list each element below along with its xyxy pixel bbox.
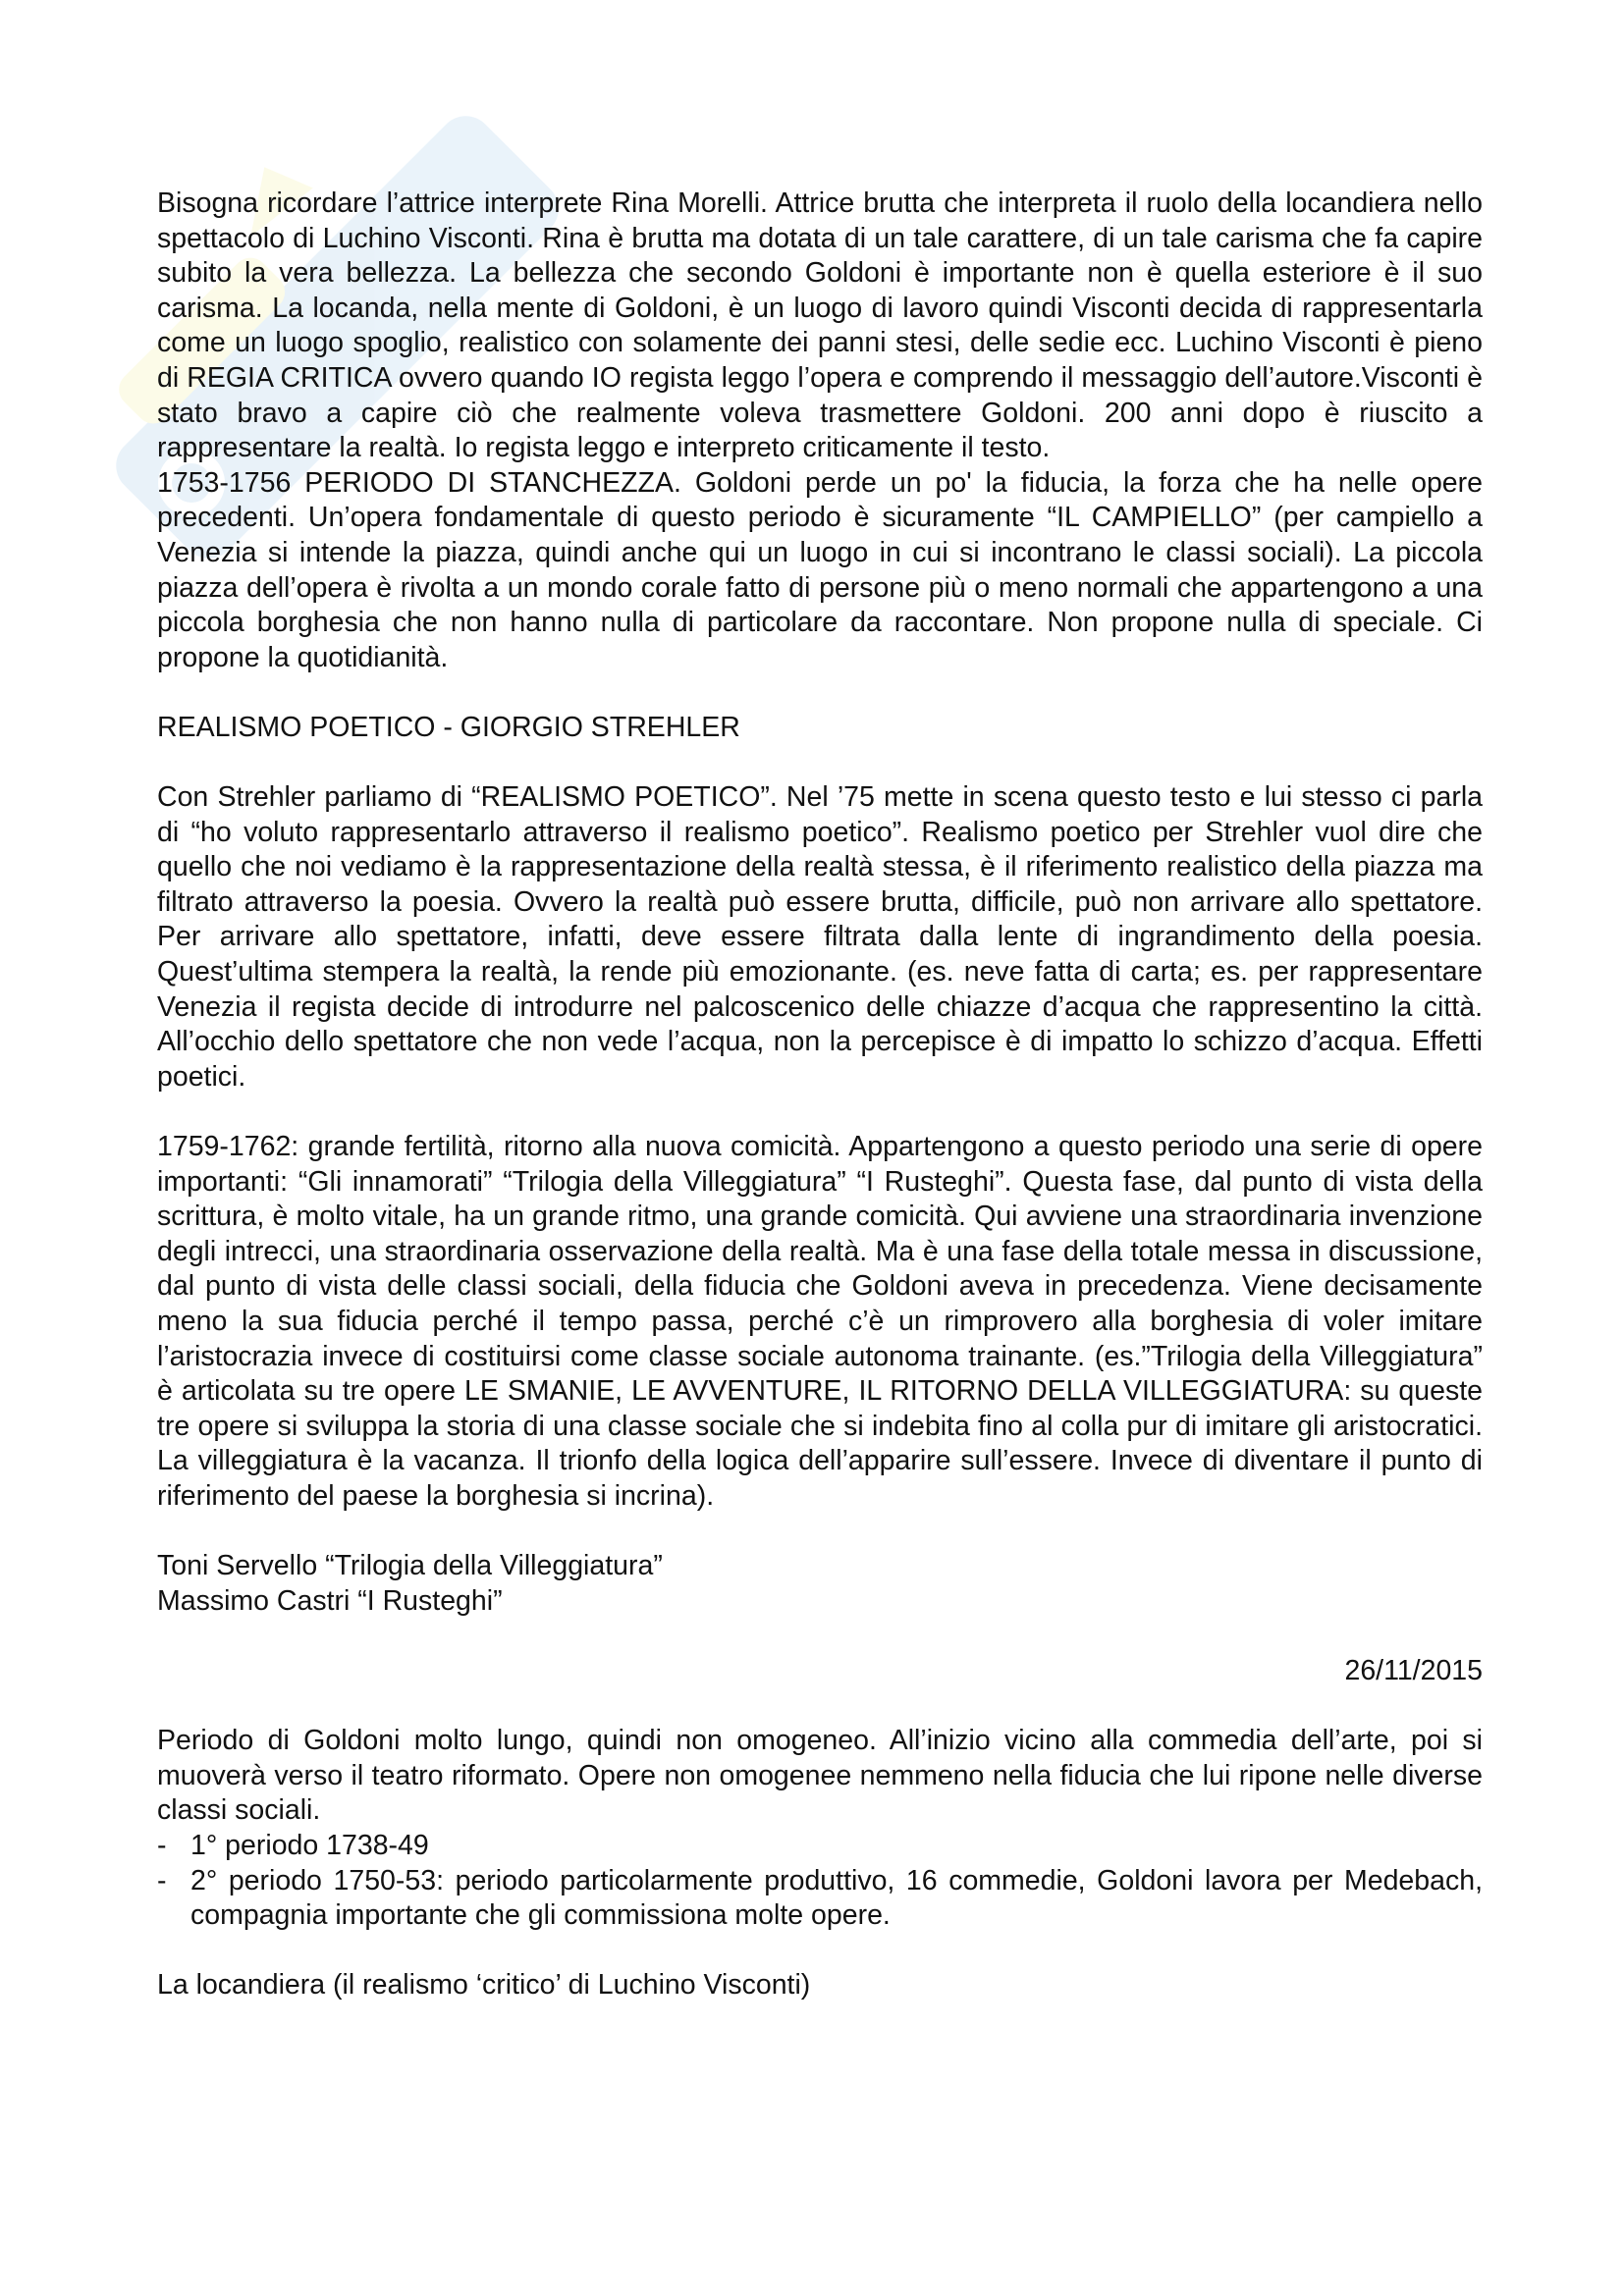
credit-servello: Toni Servello “Trilogia della Villeggiatura” (157, 1550, 663, 1582)
list-dash: - (157, 1829, 167, 1861)
paragraph-strehler: Con Strehler parliamo di “REALISMO POETICO”. Nel ’75 mette in scena questo testo e lui stesso ci parla di “ho voluto rappresentarlo attraverso il realismo poetico”. Realismo poetico per Strehler vuol dire che quello che noi vediamo è la rappresentazione della realtà stessa, è il riferimento realistico della piazza ma filtrato attraverso la poesia. Ovvero la realtà può essere brutta, difficile, può non arrivare allo spettatore. Per arrivare allo spettatore, infatti, deve essere filtrata dalla lente di ingrandimento della poesia. Quest’ultima stempera la realtà, la rende più emozionante. (es. neve fatta di carta; es. per rappresentare Venezia il regista decide di introdurre nel palcoscenico delle chiazze d’acqua che rappresentino la città. All’occhio dello spettatore che non vede l’acqua, non la percepisce è di impatto lo schizzo d’acqua. Effetti poetici. (157, 781, 1483, 1093)
list-dash: - (157, 1864, 167, 1896)
section-heading: REALISMO POETICO - GIORGIO STREHLER (157, 711, 740, 743)
document-body (157, 187, 1483, 2003)
paragraph-periodo: Periodo di Goldoni molto lungo, quindi non omogeneo. All’inizio vicino alla commedia dell’arte, poi si muoverà verso il teatro riformato. Opere non omogenee nemmeno nella fiducia che lui ripone nelle diverse classi sociali. (157, 1725, 1483, 1827)
list-item-text: 1° periodo 1738-49 (190, 1829, 429, 1861)
period-list (157, 1829, 1483, 1934)
paragraph-visconti: Bisogna ricordare l’attrice interprete Rina Morelli. Attrice brutta che interpreta il ruolo della locandiera nello spettacolo di Luchino Visconti. Rina è brutta ma dotata di un tale carattere, di un tale carisma che fa capire subito la vera bellezza. La bellezza che secondo Goldoni è importante non è quella esteriore è il suo carisma. La locanda, nella mente di Goldoni, è un luogo di lavoro quindi Visconti decida di rappresentarla come un luogo spoglio, realistico con solamente dei panni stesi, delle sedie ecc. Luchino Visconti è pieno di REGIA CRITICA ovvero quando IO regista leggo l’opera e comprendo il messaggio dell’autore.Visconti è stato bravo a capire ciò che realmente voleva trasmettere Goldoni. 200 anni dopo è riuscito a rappresentare la realtà. Io regista leggo e interpreto criticamente il testo. (157, 187, 1483, 464)
list-item-text: 2° periodo 1750-53: periodo particolarmente produttivo, 16 commedie, Goldoni lavora per Medebach, compagnia importante che gli commissiona molte opere. (190, 1864, 1483, 1932)
lecture-date: 26/11/2015 (1344, 1654, 1483, 1686)
list-item (157, 1829, 1483, 1864)
paragraph-fertilita: 1759-1762: grande fertilità, ritorno alla nuova comicità. Appartengono a questo periodo una serie di opere importanti: “Gli innamorati” “Trilogia della Villeggiatura” “I Rusteghi”. Questa fase, dal punto di vista della scrittura, è molto vitale, ha un grande ritmo, una grande comicità. Qui avviene una straordinaria invenzione degli intrecci, una straordinaria osservazione della realtà. Ma è una fase della totale messa in discussione, dal punto di vista delle classi sociali, della fiducia che Goldoni aveva in precedenza. Viene decisamente meno la sua fiducia perché il tempo passa, perché c’è un rimprovero alla borghesia di voler imitare l’aristocrazia invece di costituirsi come classe sociale autonoma trainante. (es.”Trilogia della Villeggiatura” è articolata su tre opere LE SMANIE, LE AVVENTURE, IL RITORNO DELLA VILLEGGIATURA: su queste tre opere si sviluppa la storia di una classe sociale che si indebita fino al colla pur di imitare gli aristocratici. La villeggiatura è la vacanza. Il trionfo della logica dell’apparire sull’essere. Invece di diventare il punto di riferimento del paese la borghesia si incrina). (157, 1131, 1483, 1512)
list-item (157, 1864, 1483, 1934)
paragraph-locandiera: La locandiera (il realismo ‘critico’ di Luchino Visconti) (157, 1969, 811, 2002)
credit-castri: Massimo Castri “I Rusteghi” (157, 1584, 503, 1617)
paragraph-stanchezza: 1753-1756 PERIODO DI STANCHEZZA. Goldoni perde un po' la fiducia, la forza che ha nelle opere precedenti. Un’opera fondamentale di questo periodo è sicuramente “IL CAMPIELLO” (per campiello a Venezia si intende la piazza, quindi anche qui un luogo in cui si incontrano le classi sociali). La piccola piazza dell’opera è rivolta a un mondo corale fatto di persone più o meno normali che appartengono a una piccola borghesia che non hanno nulla di particolare da raccontare. Non propone nulla di speciale. Ci propone la quotidianità. (157, 466, 1483, 673)
